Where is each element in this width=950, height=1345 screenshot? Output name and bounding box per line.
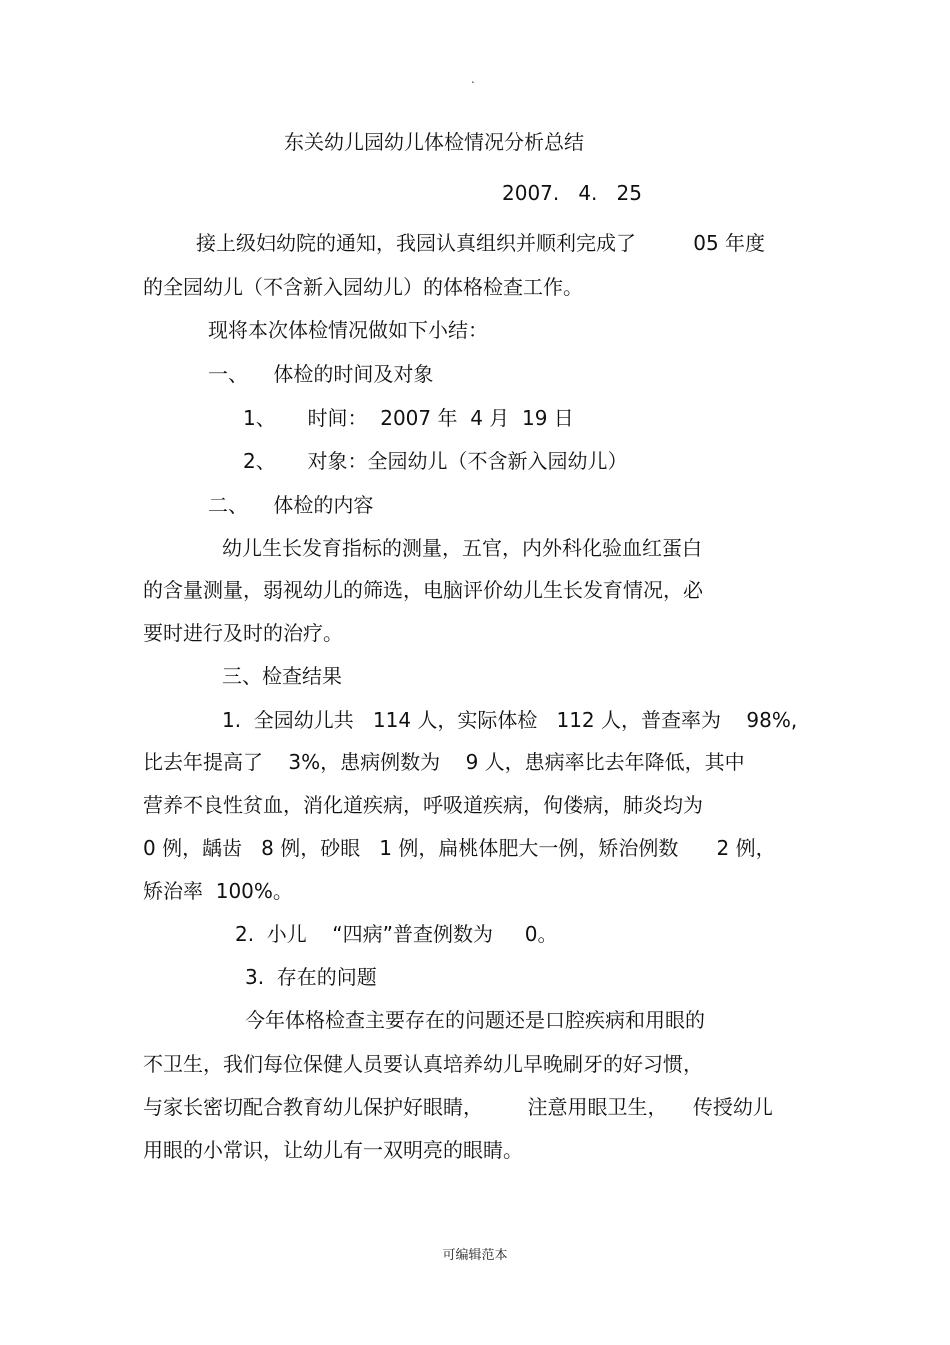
paragraph-line: 幼儿生长发育指标的测量，五官，内外科化验血红蛋白 — [222, 536, 702, 560]
paragraph-line: 营养不良性贫血，消化道疾病，呼吸道疾病，佝偻病，肺炎均为 — [143, 793, 703, 817]
list-item: 3. 存在的问题 — [245, 965, 377, 989]
paragraph-line: 要时进行及时的治疗。 — [143, 621, 343, 645]
paragraph-line: 1. 全园幼儿共 114 人，实际体检 112 人，普查率为 98%, — [222, 708, 798, 732]
paragraph-line: 接上级妇幼院的通知，我园认真组织并顺利完成了 05 年度 — [196, 231, 766, 255]
section-heading: 三、检查结果 — [222, 664, 342, 688]
paragraph-line: 矫治率 100%。 — [143, 879, 293, 903]
list-item: 2、 对象：全园幼儿（不含新入园幼儿） — [243, 449, 628, 473]
paragraph-line: 0 例，龋齿 8 例，砂眼 1 例，扁桃体肥大一例，矫治例数 2 例， — [143, 836, 776, 860]
section-heading: 二、 体检的内容 — [208, 493, 374, 517]
paragraph-line: 比去年提高了 3%，患病例数为 9 人，患病率比去年降低，其中 — [143, 750, 745, 774]
paragraph-line: 的含量测量，弱视幼儿的筛选，电脑评价幼儿生长发育情况，必 — [143, 578, 703, 602]
document-date: 2007. 4. 25 — [502, 181, 642, 205]
section-heading: 一、 体检的时间及对象 — [208, 362, 434, 386]
list-item: 1、 时间： 2007 年 4 月 19 日 — [243, 406, 574, 430]
list-item: 2. 小儿 “四病”普查例数为 0。 — [235, 922, 558, 946]
document-title: 东关幼儿园幼儿体检情况分析总结 — [284, 130, 584, 154]
paragraph-line: 今年体格检查主要存在的问题还是口腔疾病和用眼的 — [245, 1008, 705, 1032]
paragraph-line: 用眼的小常识，让幼儿有一双明亮的眼睛。 — [143, 1138, 523, 1162]
paragraph-line: 现将本次体检情况做如下小结： — [208, 318, 488, 342]
header-mark: . — [471, 72, 475, 86]
page-footer: 可编辑范本 — [442, 1248, 508, 1263]
paragraph-line: 与家长密切配合教育幼儿保护好眼睛， 注意用眼卫生， 传授幼儿 — [143, 1095, 773, 1119]
paragraph-line: 的全园幼儿（不含新入园幼儿）的体格检查工作。 — [143, 275, 583, 299]
paragraph-line: 不卫生，我们每位保健人员要认真培养幼儿早晚刷牙的好习惯， — [143, 1052, 703, 1076]
